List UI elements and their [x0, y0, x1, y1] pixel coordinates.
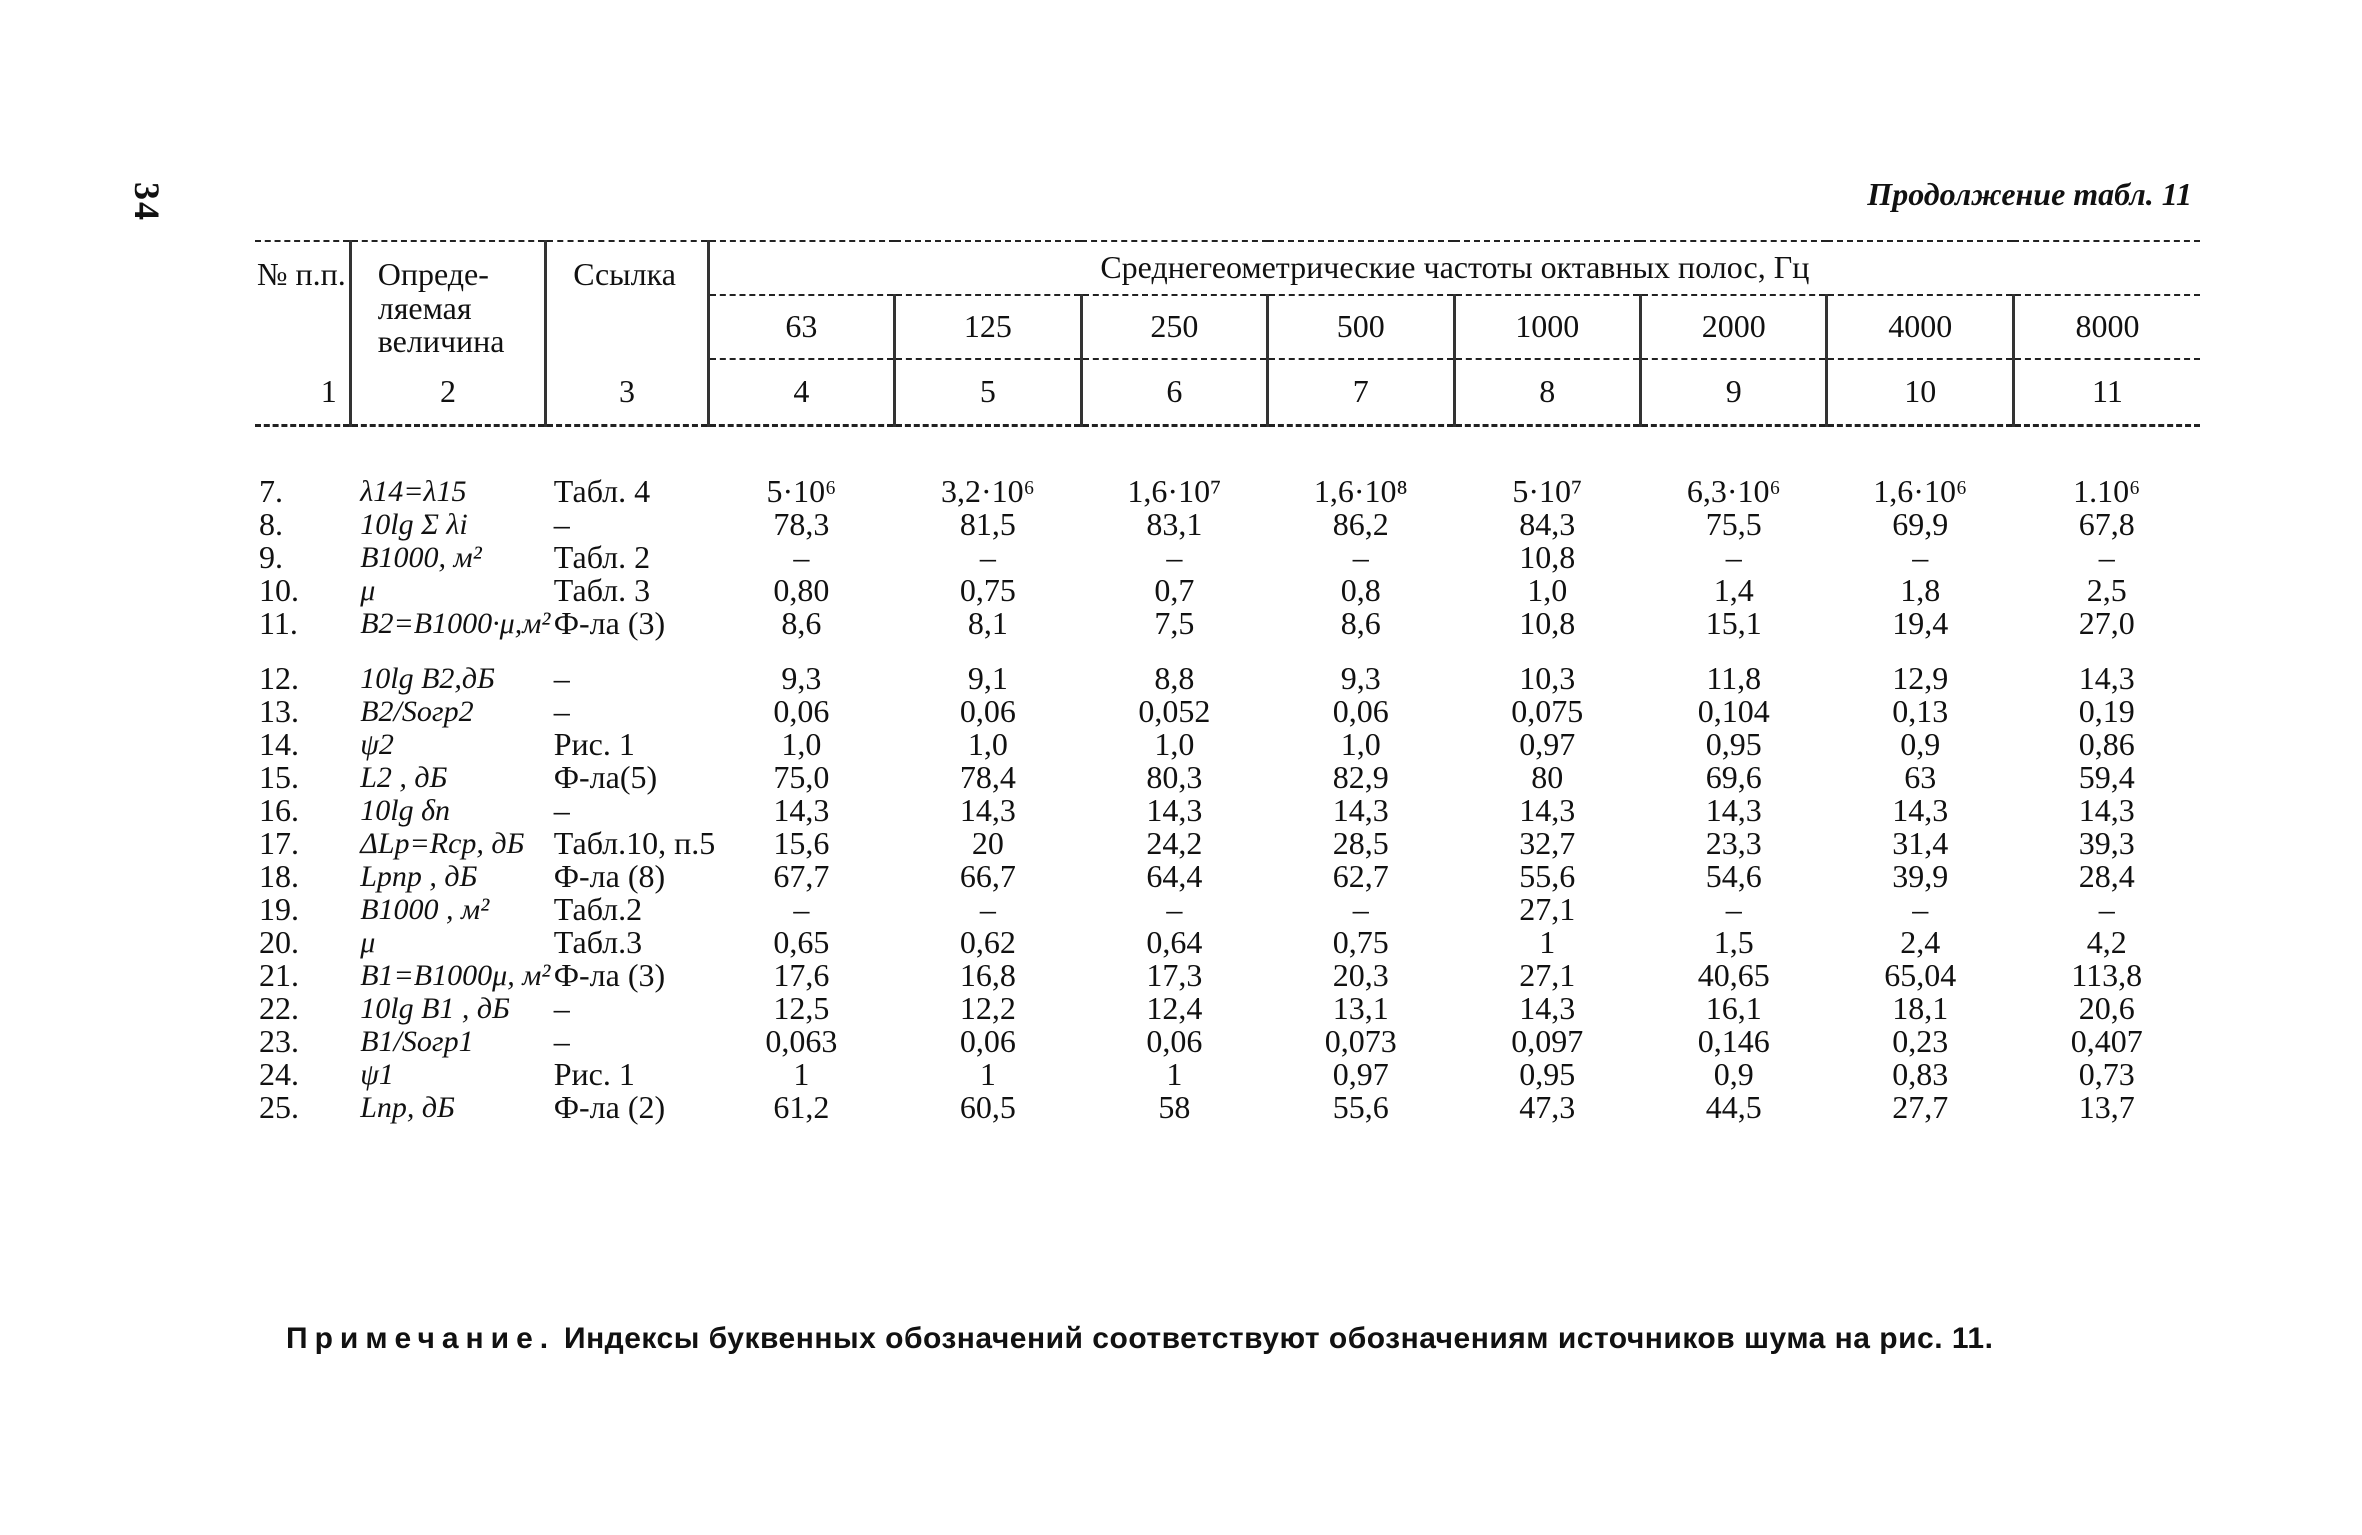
row-value: –: [1912, 539, 1929, 575]
row-value: 14,3: [1519, 990, 1576, 1026]
table-row: [255, 541, 2200, 574]
row-quantity: ψ1: [360, 1058, 394, 1091]
row-reference: Табл. 4: [553, 473, 651, 509]
row-value: 11,8: [1706, 660, 1762, 696]
row-quantity: 10lg B1 , дБ: [360, 992, 510, 1025]
row-value: 16,8: [959, 957, 1016, 993]
row-value: –: [979, 891, 996, 927]
header-column-index: 4: [708, 359, 894, 426]
row-value: 32,7: [1519, 825, 1576, 861]
row-value: 0,97: [1332, 1056, 1389, 1092]
row-number: 17.: [259, 825, 299, 861]
row-reference: Ф-ла (2): [553, 1089, 666, 1125]
row-value: 8,1: [967, 605, 1008, 641]
header-column-index: 10: [1827, 359, 2013, 426]
row-value: 0,80: [773, 572, 830, 608]
row-reference: Ф-ла (8): [553, 858, 666, 894]
row-value: 0,19: [2078, 693, 2135, 729]
table-row: [255, 508, 2200, 541]
row-value: 82,9: [1332, 759, 1389, 795]
header-freq: 250: [1081, 295, 1267, 359]
row-value: 0,73: [2078, 1056, 2135, 1092]
table-row: [255, 959, 2200, 992]
header-column-index: 3: [546, 359, 708, 426]
data-table: [255, 240, 2200, 1124]
row-quantity: B2=B1000·μ,м²: [360, 607, 551, 640]
footnote: [286, 1322, 1993, 1356]
table-row: [255, 728, 2200, 761]
row-value: 75,5: [1705, 506, 1762, 542]
row-value: 0,95: [1705, 726, 1762, 762]
row-number: 11.: [259, 605, 298, 641]
row-value: 0,83: [1892, 1056, 1949, 1092]
table-row: [255, 607, 2200, 640]
row-reference: Ф-ла (3): [553, 957, 666, 993]
row-value: 15,1: [1705, 605, 1762, 641]
row-quantity: μ: [360, 574, 376, 607]
table-caption: Продолжение табл. 11: [1867, 176, 2192, 212]
row-value: 83,1: [1146, 506, 1203, 542]
row-value: 1: [1539, 924, 1556, 960]
row-value: –: [1725, 891, 1742, 927]
row-value: –: [2098, 539, 2115, 575]
row-value: 0,063: [765, 1023, 838, 1059]
row-value: 69,6: [1705, 759, 1762, 795]
table-row: [255, 893, 2200, 926]
row-value: 0,86: [2078, 726, 2135, 762]
row-reference: –: [553, 792, 570, 828]
header-column-index: 7: [1268, 359, 1454, 426]
row-value: 14,3: [1519, 792, 1576, 828]
row-value: 78,3: [773, 506, 830, 542]
row-value: 10,8: [1519, 605, 1576, 641]
row-value: 113,8: [2071, 957, 2143, 993]
row-value: 12,9: [1892, 660, 1949, 696]
row-value: 24,2: [1146, 825, 1203, 861]
row-reference: Ф-ла (3): [553, 605, 666, 641]
row-value: 20,6: [2078, 990, 2135, 1026]
row-value: 0,95: [1519, 1056, 1576, 1092]
row-value: –: [1352, 891, 1369, 927]
row-value: 0,06: [959, 1023, 1016, 1059]
row-value: 64,4: [1146, 858, 1203, 894]
row-reference: Табл.3: [553, 924, 643, 960]
header-column-index: 5: [895, 359, 1081, 426]
row-value: 60,5: [959, 1089, 1016, 1125]
row-value: 0,06: [773, 693, 830, 729]
row-value: 5·10⁷: [1512, 473, 1583, 509]
header-freq: 4000: [1827, 295, 2013, 359]
row-value: –: [1912, 891, 1929, 927]
row-value: 14,3: [1705, 792, 1762, 828]
row-reference: Табл.2: [553, 891, 643, 927]
row-value: 0,75: [1332, 924, 1389, 960]
table-row: [255, 475, 2200, 508]
row-number: 16.: [259, 792, 299, 828]
row-value: 0,146: [1697, 1023, 1770, 1059]
row-value: 8,8: [1154, 660, 1195, 696]
row-value: 14,3: [1332, 792, 1389, 828]
row-value: 39,9: [1892, 858, 1949, 894]
row-value: 44,5: [1705, 1089, 1762, 1125]
row-value: 0,13: [1892, 693, 1949, 729]
row-value: 75,0: [773, 759, 830, 795]
row-quantity: 10lg Σ λi: [360, 508, 468, 541]
row-value: 31,4: [1892, 825, 1949, 861]
table-row: [255, 860, 2200, 893]
header-column-index: 2: [350, 359, 546, 426]
row-value: 14,3: [773, 792, 830, 828]
row-value: 15,6: [773, 825, 830, 861]
row-reference: –: [553, 990, 570, 1026]
row-value: 55,6: [1519, 858, 1576, 894]
row-value: 9,3: [1340, 660, 1381, 696]
row-value: 0,7: [1154, 572, 1195, 608]
row-value: 65,04: [1884, 957, 1957, 993]
row-number: 25.: [259, 1089, 299, 1125]
row-number: 12.: [259, 660, 299, 696]
row-value: –: [2098, 891, 2115, 927]
row-value: 0,9: [1713, 1056, 1754, 1092]
header-column-index: 9: [1640, 359, 1826, 426]
row-value: 1,0: [1154, 726, 1195, 762]
header-num: № п.п.: [255, 241, 350, 359]
row-value: 17,6: [773, 957, 830, 993]
row-value: 17,3: [1146, 957, 1203, 993]
row-value: 1,0: [781, 726, 822, 762]
table-row: [255, 992, 2200, 1025]
row-value: 1,5: [1713, 924, 1754, 960]
row-value: –: [793, 539, 810, 575]
row-value: 62,7: [1332, 858, 1389, 894]
header-freq: 125: [895, 295, 1081, 359]
row-value: 14,3: [2078, 660, 2135, 696]
row-value: 12,2: [959, 990, 1016, 1026]
row-value: 1,0: [1527, 572, 1568, 608]
table-row: [255, 827, 2200, 860]
table-row: [255, 1091, 2200, 1124]
row-value: 39,3: [2078, 825, 2135, 861]
row-number: 24.: [259, 1056, 299, 1092]
row-value: 19,4: [1892, 605, 1949, 641]
row-value: 1,6·10⁸: [1313, 473, 1408, 509]
header-freq: 2000: [1640, 295, 1826, 359]
row-value: 27,7: [1892, 1089, 1949, 1125]
row-reference: –: [553, 693, 570, 729]
row-number: 7.: [259, 473, 283, 509]
row-value: 59,4: [2078, 759, 2135, 795]
row-value: 8,6: [781, 605, 822, 641]
row-quantity: B1/Sогр1: [360, 1025, 474, 1058]
row-value: 14,3: [2078, 792, 2135, 828]
row-reference: –: [553, 1023, 570, 1059]
row-value: 0,06: [959, 693, 1016, 729]
table-row: [255, 1058, 2200, 1091]
row-value: 9,1: [967, 660, 1008, 696]
row-reference: Рис. 1: [553, 1056, 635, 1092]
row-value: 78,4: [959, 759, 1016, 795]
row-value: 1: [979, 1056, 996, 1092]
row-value: 81,5: [959, 506, 1016, 542]
row-value: 0,073: [1324, 1023, 1397, 1059]
row-value: 67,8: [2078, 506, 2135, 542]
row-quantity: B1=B1000μ, м²: [360, 959, 551, 992]
row-value: 14,3: [1146, 792, 1203, 828]
row-value: 0,06: [1332, 693, 1389, 729]
row-value: –: [979, 539, 996, 575]
row-value: 1,0: [1340, 726, 1381, 762]
table-row: [255, 1025, 2200, 1058]
row-number: 18.: [259, 858, 299, 894]
table-row: [255, 662, 2200, 695]
row-value: 20: [971, 825, 1004, 861]
row-value: 63: [1904, 759, 1937, 795]
row-value: 1,0: [967, 726, 1008, 762]
header-freq: 8000: [2013, 295, 2200, 359]
row-reference: –: [553, 660, 570, 696]
row-value: 0,65: [773, 924, 830, 960]
row-value: 27,1: [1519, 891, 1576, 927]
row-value: 69,9: [1892, 506, 1949, 542]
row-value: 58: [1158, 1089, 1191, 1125]
row-value: 86,2: [1332, 506, 1389, 542]
row-value: 61,2: [773, 1089, 830, 1125]
row-value: 10,8: [1519, 539, 1576, 575]
row-quantity: Lpпр , дБ: [360, 860, 478, 893]
row-value: 67,7: [773, 858, 830, 894]
row-quantity: ψ2: [360, 728, 394, 761]
row-value: 4,2: [2086, 924, 2127, 960]
row-quantity: 10lg B2,дБ: [360, 662, 495, 695]
row-quantity: B1000 , м²: [360, 893, 490, 926]
row-value: 0,075: [1511, 693, 1584, 729]
row-value: 23,3: [1705, 825, 1762, 861]
row-quantity: λ14=λ15: [360, 475, 467, 508]
row-value: 0,75: [959, 572, 1016, 608]
row-value: 16,1: [1705, 990, 1762, 1026]
row-value: 9,3: [781, 660, 822, 696]
row-value: 1,6·10⁷: [1127, 473, 1222, 509]
footnote-label: Примечание.: [286, 1322, 556, 1355]
row-value: 1,8: [1900, 572, 1941, 608]
row-value: 0,097: [1511, 1023, 1584, 1059]
row-value: 1: [793, 1056, 810, 1092]
row-value: 80,3: [1146, 759, 1203, 795]
row-number: 22.: [259, 990, 299, 1026]
row-quantity: B2/Sогр2: [360, 695, 474, 728]
row-value: 2,4: [1900, 924, 1941, 960]
row-quantity: ΔLp=Rср, дБ: [360, 827, 525, 860]
row-number: 8.: [259, 506, 283, 542]
row-value: 66,7: [959, 858, 1016, 894]
row-value: 14,3: [1892, 792, 1949, 828]
row-quantity: 10lg δn: [360, 794, 451, 827]
row-value: 13,1: [1332, 990, 1389, 1026]
row-number: 13.: [259, 693, 299, 729]
row-value: 0,64: [1146, 924, 1203, 960]
row-value: –: [1352, 539, 1369, 575]
row-reference: Табл.10, п.5: [553, 825, 716, 861]
row-value: 1: [1166, 1056, 1183, 1092]
row-quantity: Lпр, дБ: [360, 1091, 455, 1124]
table-row: [255, 761, 2200, 794]
row-value: 0,407: [2070, 1023, 2143, 1059]
row-value: 0,06: [1146, 1023, 1203, 1059]
row-reference: Табл. 2: [553, 539, 651, 575]
row-value: 54,6: [1705, 858, 1762, 894]
row-quantity: μ: [360, 926, 376, 959]
row-value: 80: [1531, 759, 1564, 795]
row-number: 21.: [259, 957, 299, 993]
row-value: 1,4: [1713, 572, 1754, 608]
row-value: 55,6: [1332, 1089, 1389, 1125]
data-table-container: [255, 240, 2200, 1124]
row-value: –: [1166, 539, 1183, 575]
row-value: 40,65: [1697, 957, 1770, 993]
page-number: 34: [127, 182, 167, 222]
table-row: [255, 794, 2200, 827]
row-value: 0,23: [1892, 1023, 1949, 1059]
header-column-index: 8: [1454, 359, 1640, 426]
row-value: 0,8: [1340, 572, 1381, 608]
row-value: 0,9: [1900, 726, 1941, 762]
header-column-index: 1: [255, 359, 350, 426]
row-value: 10,3: [1519, 660, 1576, 696]
row-value: 1,6·10⁶: [1873, 473, 1968, 509]
header-freq: 63: [708, 295, 894, 359]
row-value: 27,0: [2078, 605, 2135, 641]
row-value: 12,4: [1146, 990, 1203, 1026]
row-value: 6,3·10⁶: [1686, 473, 1781, 509]
row-value: 28,5: [1332, 825, 1389, 861]
table-row: [255, 695, 2200, 728]
row-number: 9.: [259, 539, 283, 575]
row-value: 0,97: [1519, 726, 1576, 762]
row-reference: Ф-ла(5): [553, 759, 658, 795]
header-column-index: 11: [2013, 359, 2200, 426]
row-value: 47,3: [1519, 1089, 1576, 1125]
header-column-index: 6: [1081, 359, 1267, 426]
row-value: 13,7: [2078, 1089, 2135, 1125]
row-value: 20,3: [1332, 957, 1389, 993]
row-value: 5·10⁶: [766, 473, 837, 509]
footnote-text: Индексы буквенных обозначений соответствуют обозначениям источников шума на рис. 11.: [564, 1322, 1994, 1355]
row-number: 15.: [259, 759, 299, 795]
row-value: 0,62: [959, 924, 1016, 960]
row-value: 28,4: [2078, 858, 2135, 894]
row-number: 10.: [259, 572, 299, 608]
row-reference: –: [553, 506, 570, 542]
row-number: 19.: [259, 891, 299, 927]
row-value: 0,052: [1138, 693, 1211, 729]
row-value: 8,6: [1340, 605, 1381, 641]
row-number: 20.: [259, 924, 299, 960]
row-value: 3,2·10⁶: [940, 473, 1035, 509]
row-quantity: L2 , дБ: [360, 761, 448, 794]
row-value: 14,3: [959, 792, 1016, 828]
row-reference: Рис. 1: [553, 726, 635, 762]
row-value: 27,1: [1519, 957, 1576, 993]
header-freq: 500: [1268, 295, 1454, 359]
header-freq: 1000: [1454, 295, 1640, 359]
row-value: 1.10⁶: [2073, 473, 2141, 509]
row-value: 84,3: [1519, 506, 1576, 542]
row-value: –: [1725, 539, 1742, 575]
row-reference: Табл. 3: [553, 572, 651, 608]
row-value: 18,1: [1892, 990, 1949, 1026]
row-value: –: [1166, 891, 1183, 927]
row-value: 2,5: [2086, 572, 2127, 608]
row-number: 23.: [259, 1023, 299, 1059]
row-number: 14.: [259, 726, 299, 762]
table-row: [255, 926, 2200, 959]
row-value: 0,104: [1697, 693, 1770, 729]
row-value: –: [793, 891, 810, 927]
table-row: [255, 574, 2200, 607]
header-frequency-title: Среднегеометрические частоты октавных полос, Гц: [708, 241, 2200, 295]
header-quantity: Опреде- ляемая величина: [350, 241, 546, 359]
row-value: 12,5: [773, 990, 830, 1026]
row-value: 7,5: [1154, 605, 1195, 641]
row-quantity: B1000, м²: [360, 541, 482, 574]
header-reference: Ссылка: [546, 241, 708, 359]
